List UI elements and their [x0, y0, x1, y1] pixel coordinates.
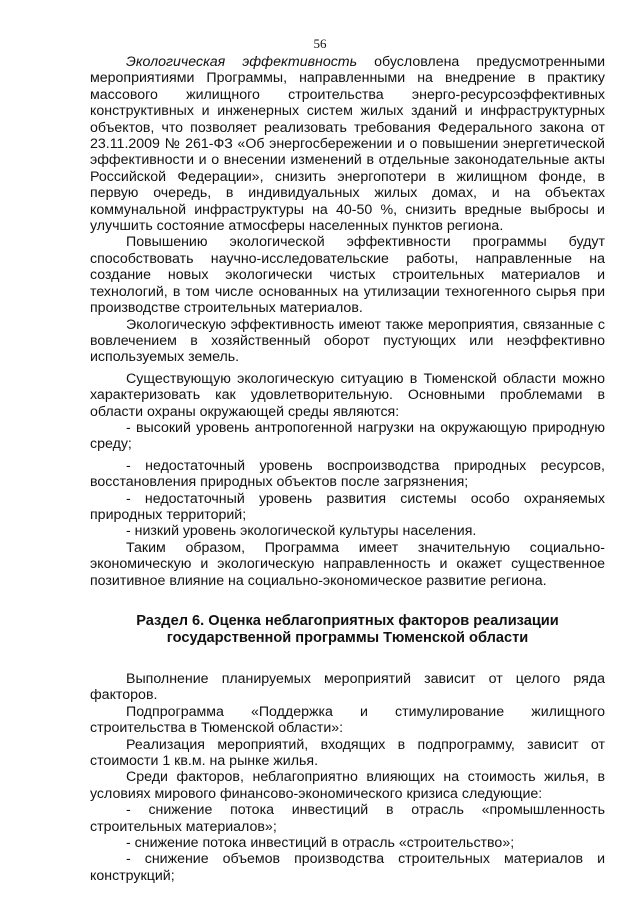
section-title: [90, 613, 605, 647]
paragraph: Существующую экологическую ситуацию в Тюменской области можно характеризовать как удовлетворительную. Основными проблемами в области охраны окружающей среды являются:: [90, 370, 605, 420]
page-number: 56: [313, 36, 327, 51]
section-title-line: Раздел 6. Оценка неблагоприятных факторов реализации: [136, 613, 559, 629]
list-item: - низкий уровень экологической культуры населения.: [126, 523, 477, 540]
paragraph: Среди факторов, неблагоприятно влияющих на стоимость жилья, в условиях мирового финансово-экономического кризиса следующие:: [90, 769, 605, 802]
paragraph-lead-italic: Экологическая эффективность: [126, 54, 358, 70]
list-item: - снижение потока инвестиций в отрасль «промышленность строительных материалов»;: [90, 802, 605, 835]
paragraph: Подпрограмма «Поддержка и стимулирование жилищного строительства в Тюменской области»:: [90, 703, 605, 737]
section-title-line: государственной программы Тюменской области: [166, 630, 529, 646]
paragraph: Выполнение планируемых мероприятий зависит от целого ряда факторов.: [90, 671, 605, 704]
paragraph: Повышению экологической эффективности программы будут способствовать научно-исследовательские работы, направленные на создание новых экологически чистых строительных материалов и технологий, в том числе основанных на утилизации техногенного сырья при производстве строительных материалов.: [90, 234, 605, 317]
paragraph-ecological-efficiency: [90, 54, 605, 234]
list-item: - снижение объемов производства строительных материалов и конструкций;: [90, 851, 605, 884]
paragraph: Экологическую эффективность имеют также мероприятия, связанные с вовлечением в хозяйственный оборот пустующих или неэффективно используемых земель.: [90, 316, 605, 366]
paragraph-conclusion: Таким образом, Программа имеет значительную социально-экономическую и экологическую направленность и окажет существенное позитивное влияние на социально-экономическое развитие региона.: [90, 539, 605, 589]
list-item: - недостаточный уровень развития системы особо охраняемых природных территорий;: [90, 490, 605, 523]
page-content: [90, 54, 605, 884]
list-item: - снижение потока инвестиций в отрасль «строительство»;: [126, 835, 515, 852]
paragraph: Реализация мероприятий, входящих в подпрограмму, зависит от стоимости 1 кв.м. на рынке жилья.: [90, 736, 605, 770]
paragraph-text: обусловлена предусмотренными мероприятиями Программы, направленными на внедрение в практику массового жилищного строительства энерго-ресурсоэффективных конструктивных и инженерных систем жилых зданий и инфраструктурных объектов, что позволяет реализовать требования Федерального закона от 23.11.2009 № 261-ФЗ «Об энергосбережении и о повышении энергетической эффективности и о внесении изменений в отдельные законодательные акты Российской Федерации», снизить энергопотери в жилищном фонде, в первую очередь, в индивидуальных жилых домах, и на объектах коммунальной инфраструктуры на 40-50 %, снизить вредные выбросы и улучшить состояние атмосферы населенных пунктов региона.: [90, 54, 605, 235]
list-item: - недостаточный уровень воспроизводства природных ресурсов, восстановления природных объектов после загрязнения;: [90, 457, 605, 491]
list-item: - высокий уровень антропогенной нагрузки на окружающую природную среду;: [90, 419, 605, 453]
